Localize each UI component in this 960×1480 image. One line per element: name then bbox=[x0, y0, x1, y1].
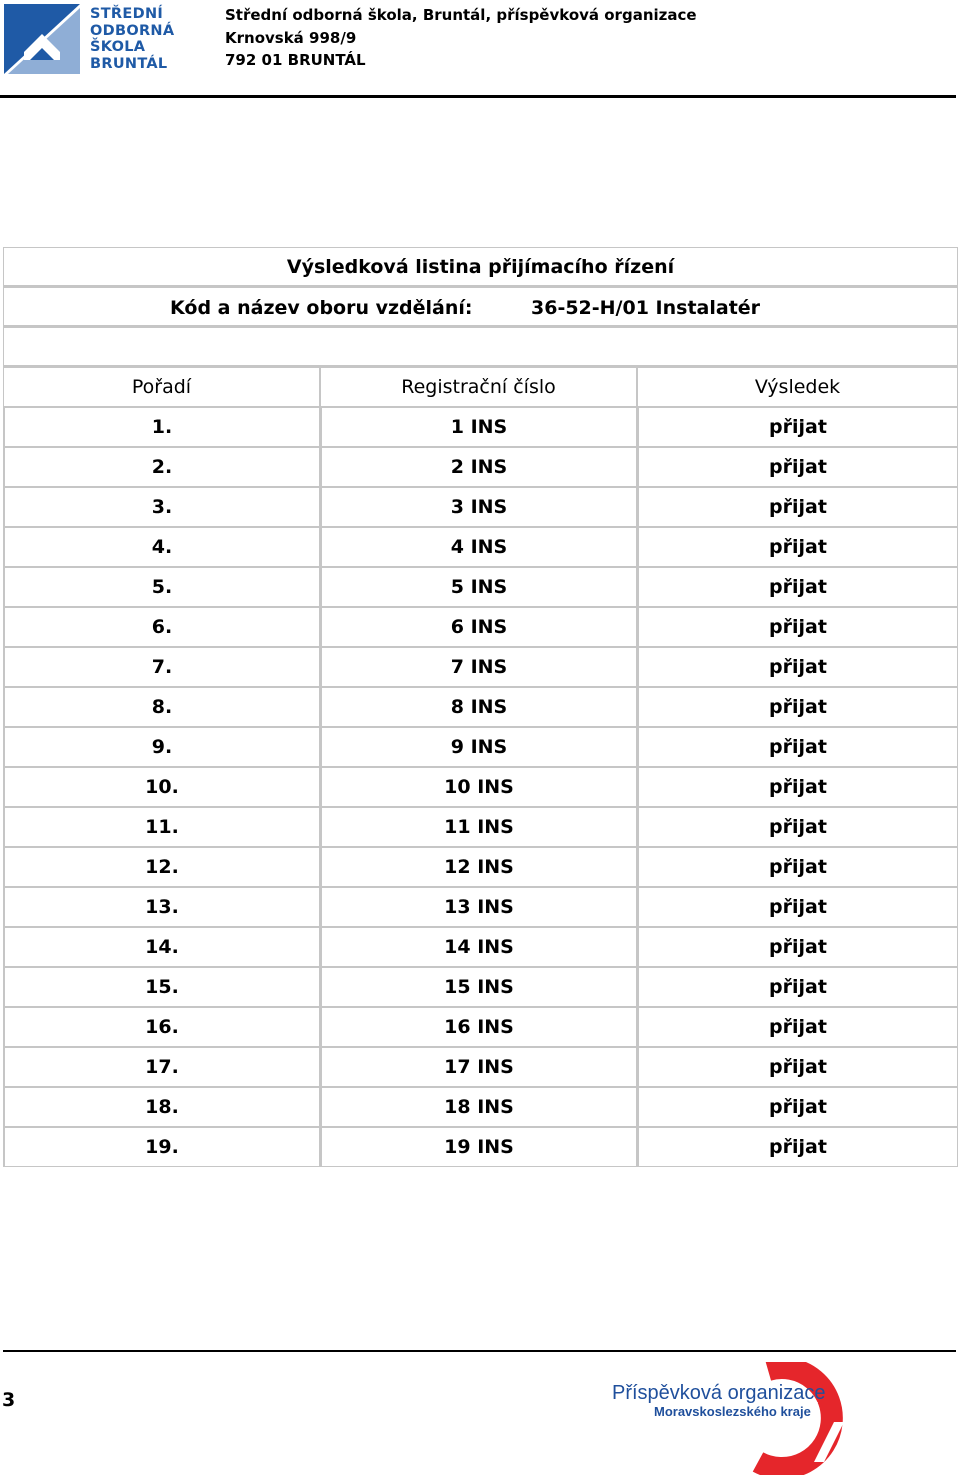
rank-cell: 9. bbox=[3, 727, 320, 767]
rank-cell: 6. bbox=[3, 607, 320, 647]
rank-cell: 7. bbox=[3, 647, 320, 687]
result-cell: přijat bbox=[637, 567, 958, 607]
rank-cell: 8. bbox=[3, 687, 320, 727]
school-logo bbox=[2, 2, 192, 76]
table-row bbox=[3, 927, 958, 967]
result-cell: přijat bbox=[637, 847, 958, 887]
result-cell: přijat bbox=[637, 807, 958, 847]
rank-cell: 17. bbox=[3, 1047, 320, 1087]
field-label: Kód a název oboru vzdělání: bbox=[170, 297, 473, 319]
page-header bbox=[0, 0, 960, 98]
table-row bbox=[3, 1047, 958, 1087]
registration-cell: 11 INS bbox=[320, 807, 637, 847]
field-cell bbox=[3, 287, 958, 327]
document-title: Výsledková listina přijímacího řízení bbox=[3, 247, 958, 287]
table-row bbox=[3, 847, 958, 887]
region-text-line1: Příspěvková organizace bbox=[612, 1382, 826, 1404]
result-cell: přijat bbox=[637, 407, 958, 447]
logo-line: BRUNTÁL bbox=[90, 55, 168, 72]
table-row bbox=[3, 607, 958, 647]
result-cell: přijat bbox=[637, 527, 958, 567]
result-cell: přijat bbox=[637, 647, 958, 687]
rank-cell: 10. bbox=[3, 767, 320, 807]
registration-cell: 15 INS bbox=[320, 967, 637, 1007]
school-logo-icon bbox=[2, 2, 82, 76]
school-city: 792 01 BRUNTÁL bbox=[225, 51, 366, 69]
result-cell: přijat bbox=[637, 927, 958, 967]
result-cell: přijat bbox=[637, 607, 958, 647]
rank-cell: 18. bbox=[3, 1087, 320, 1127]
result-cell: přijat bbox=[637, 1007, 958, 1047]
logo-line: ODBORNÁ bbox=[90, 22, 175, 39]
blank-cell bbox=[3, 327, 958, 367]
logo-line: STŘEDNÍ bbox=[90, 6, 164, 22]
table-row bbox=[3, 1087, 958, 1127]
registration-cell: 18 INS bbox=[320, 1087, 637, 1127]
table-row bbox=[3, 487, 958, 527]
school-address bbox=[225, 4, 697, 72]
rank-cell: 16. bbox=[3, 1007, 320, 1047]
rank-cell: 14. bbox=[3, 927, 320, 967]
result-cell: přijat bbox=[637, 887, 958, 927]
table-row bbox=[3, 1007, 958, 1047]
header-divider bbox=[0, 95, 956, 98]
table-row bbox=[3, 887, 958, 927]
table-row bbox=[3, 647, 958, 687]
registration-cell: 7 INS bbox=[320, 647, 637, 687]
rank-cell: 3. bbox=[3, 487, 320, 527]
result-cell: přijat bbox=[637, 447, 958, 487]
result-cell: přijat bbox=[637, 687, 958, 727]
registration-cell: 9 INS bbox=[320, 727, 637, 767]
registration-cell: 1 INS bbox=[320, 407, 637, 447]
table-row bbox=[3, 967, 958, 1007]
result-cell: přijat bbox=[637, 1127, 958, 1167]
table-row bbox=[3, 1127, 958, 1167]
registration-cell: 12 INS bbox=[320, 847, 637, 887]
region-text-line2: Moravskoslezského kraje bbox=[654, 1404, 811, 1419]
logo-line: ŠKOLA bbox=[90, 39, 146, 55]
results-table bbox=[3, 247, 958, 1167]
region-logo bbox=[608, 1360, 868, 1475]
registration-cell: 4 INS bbox=[320, 527, 637, 567]
result-cell: přijat bbox=[637, 727, 958, 767]
table-row bbox=[3, 807, 958, 847]
table-row bbox=[3, 727, 958, 767]
registration-cell: 2 INS bbox=[320, 447, 637, 487]
rank-cell: 13. bbox=[3, 887, 320, 927]
registration-cell: 10 INS bbox=[320, 767, 637, 807]
column-header-registration: Registrační číslo bbox=[320, 367, 637, 407]
table-row bbox=[3, 527, 958, 567]
result-cell: přijat bbox=[637, 967, 958, 1007]
registration-cell: 19 INS bbox=[320, 1127, 637, 1167]
registration-cell: 17 INS bbox=[320, 1047, 637, 1087]
field-value: 36-52-H/01 Instalatér bbox=[531, 297, 761, 319]
title-row bbox=[3, 247, 958, 287]
table-row bbox=[3, 407, 958, 447]
blank-row bbox=[3, 327, 958, 367]
rank-cell: 15. bbox=[3, 967, 320, 1007]
result-cell: přijat bbox=[637, 487, 958, 527]
registration-cell: 5 INS bbox=[320, 567, 637, 607]
table-row bbox=[3, 447, 958, 487]
result-cell: přijat bbox=[637, 1087, 958, 1127]
registration-cell: 14 INS bbox=[320, 927, 637, 967]
result-cell: přijat bbox=[637, 767, 958, 807]
school-logo-text bbox=[90, 6, 200, 72]
registration-cell: 6 INS bbox=[320, 607, 637, 647]
footer-divider bbox=[3, 1350, 956, 1352]
table-row bbox=[3, 567, 958, 607]
column-header-result: Výsledek bbox=[637, 367, 958, 407]
registration-cell: 16 INS bbox=[320, 1007, 637, 1047]
rank-cell: 5. bbox=[3, 567, 320, 607]
registration-cell: 8 INS bbox=[320, 687, 637, 727]
rank-cell: 12. bbox=[3, 847, 320, 887]
table-row bbox=[3, 767, 958, 807]
rank-cell: 4. bbox=[3, 527, 320, 567]
column-header-row bbox=[3, 367, 958, 407]
rank-cell: 2. bbox=[3, 447, 320, 487]
rank-cell: 11. bbox=[3, 807, 320, 847]
school-name: Střední odborná škola, Bruntál, příspěvková organizace bbox=[225, 6, 697, 24]
registration-cell: 3 INS bbox=[320, 487, 637, 527]
rank-cell: 1. bbox=[3, 407, 320, 447]
school-street: Krnovská 998/9 bbox=[225, 28, 357, 47]
column-header-rank: Pořadí bbox=[3, 367, 320, 407]
result-cell: přijat bbox=[637, 1047, 958, 1087]
registration-cell: 13 INS bbox=[320, 887, 637, 927]
rank-cell: 19. bbox=[3, 1127, 320, 1167]
table-row bbox=[3, 687, 958, 727]
field-row bbox=[3, 287, 958, 327]
page-number: 3 bbox=[2, 1389, 16, 1411]
